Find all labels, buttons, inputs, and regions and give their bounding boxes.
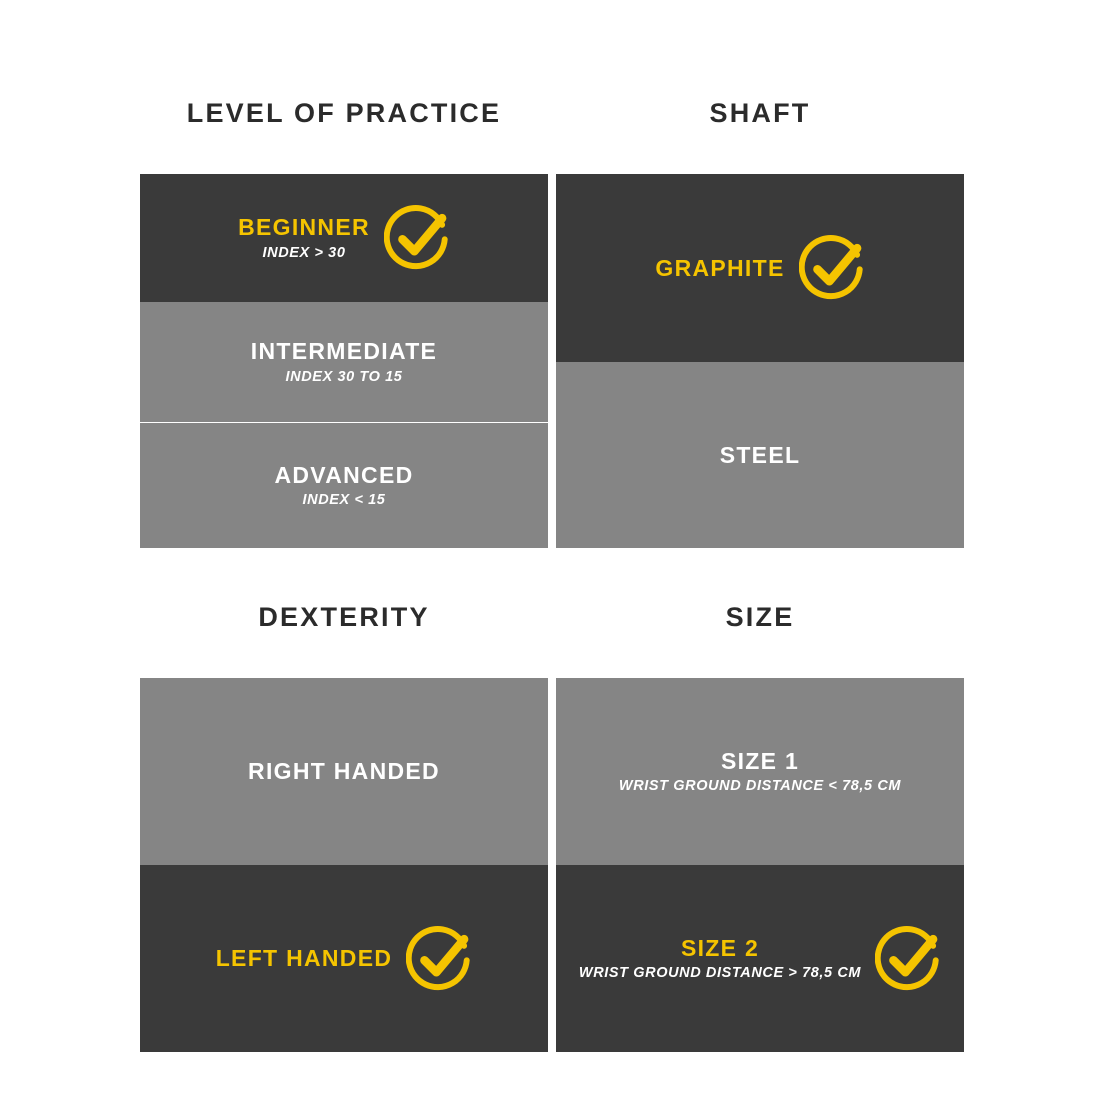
option-size-2-label: SIZE 2 [680,934,760,961]
option-list-dexterity [140,678,548,1052]
quadrant-shaft [556,52,964,548]
quadrant-title-level-of-practice: LEVEL OF PRACTICE [140,52,548,174]
option-beginner-text [238,214,370,262]
option-intermediate[interactable] [140,302,548,422]
quadrant-level-of-practice [140,52,548,548]
option-graphite[interactable] [556,174,964,362]
option-beginner-content [238,205,450,271]
option-left-handed[interactable] [140,865,548,1052]
option-advanced-text [274,462,413,510]
option-intermediate-content [251,338,437,386]
option-left-handed-content [216,926,473,992]
quadrant-grid [140,52,956,1052]
option-size-1-content [619,748,901,796]
quadrant-size [556,556,964,1052]
option-intermediate-text [251,338,437,386]
quadrant-title-size: SIZE [556,556,964,678]
quadrant-dexterity [140,556,548,1052]
option-right-handed-text [248,758,440,784]
spec-board [140,52,956,1052]
option-list-shaft [556,174,964,548]
option-beginner-label: BEGINNER [238,214,370,241]
option-steel-label: STEEL [719,441,801,468]
option-steel-content [720,442,801,468]
option-size-2-text [579,935,861,983]
quadrant-title-dexterity: DEXTERITY [140,556,548,678]
option-list-size [556,678,964,1052]
option-beginner-sublabel: INDEX > 30 [262,244,346,261]
option-left-handed-text [216,945,393,971]
option-right-handed[interactable] [140,678,548,865]
option-size-2-content [579,926,941,992]
option-advanced-content [274,462,413,510]
option-size-1-text [619,748,901,796]
option-advanced-sublabel: INDEX < 15 [302,492,386,509]
option-size-1-label: SIZE 1 [720,747,800,774]
option-advanced[interactable] [140,423,548,548]
option-size-2[interactable] [556,865,964,1052]
option-size-2-sublabel: WRIST GROUND DISTANCE > 78,5 CM [578,965,862,982]
check-mark-circle-icon [799,235,865,301]
check-mark-circle-icon [406,926,472,992]
check-mark-circle-icon [384,205,450,271]
option-size-1-sublabel: WRIST GROUND DISTANCE < 78,5 CM [618,778,902,795]
quadrant-title-shaft: SHAFT [556,52,964,174]
option-steel-text [720,442,801,468]
option-list-level-of-practice [140,174,548,548]
option-left-handed-label: LEFT HANDED [215,945,393,972]
option-beginner[interactable] [140,174,548,302]
option-intermediate-sublabel: INDEX 30 TO 15 [285,368,403,385]
check-mark-circle-icon [875,926,941,992]
option-size-1[interactable] [556,678,964,865]
option-graphite-content [655,235,864,301]
option-intermediate-label: INTERMEDIATE [250,338,438,365]
option-advanced-label: ADVANCED [274,461,414,488]
option-right-handed-label: RIGHT HANDED [248,758,440,785]
option-right-handed-content [248,758,440,784]
option-steel[interactable] [556,362,964,548]
option-graphite-label: GRAPHITE [655,254,785,281]
option-graphite-text [655,255,784,281]
